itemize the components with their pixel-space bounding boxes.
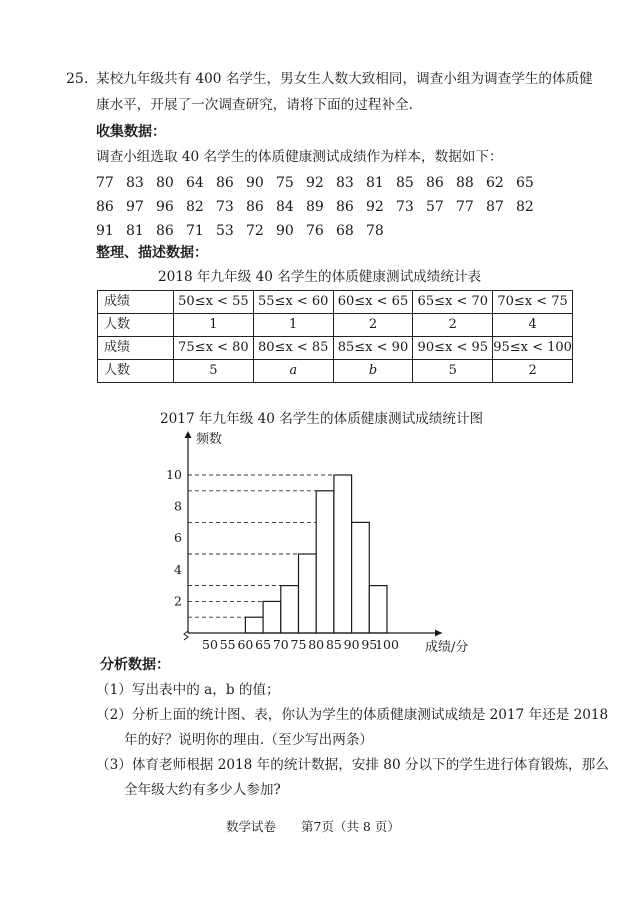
data-value: 86 — [216, 175, 234, 191]
data-value: 68 — [336, 223, 354, 239]
data-value: 86 — [426, 175, 444, 191]
data-value: 53 — [216, 223, 234, 239]
data-value: 72 — [246, 223, 264, 239]
data-value: 92 — [366, 199, 384, 215]
histogram-bar — [334, 475, 352, 633]
table-title: 2018 年九年级 40 名学生的体质健康测试成绩统计表 — [158, 269, 482, 285]
data-value: 73 — [216, 199, 234, 215]
data-value: 81 — [366, 175, 384, 191]
table-cell: 85≤x < 90 — [333, 337, 413, 360]
data-value: 90 — [276, 223, 294, 239]
x-tick-label: 50 — [202, 637, 218, 652]
x-tick-label: 65 — [255, 637, 272, 652]
table-cell: 4 — [493, 314, 573, 337]
score-stats-table — [97, 290, 573, 383]
data-value: 76 — [306, 223, 324, 239]
table-cell: 5 — [413, 360, 493, 383]
table-cell: 人数 — [98, 314, 174, 337]
data-row-1 — [96, 174, 546, 192]
table-cell: 1 — [253, 314, 333, 337]
histogram-bar — [281, 586, 299, 633]
data-value: 89 — [306, 199, 324, 215]
data-value: 97 — [126, 199, 144, 215]
data-value: 85 — [396, 175, 414, 191]
histogram-bar — [263, 601, 281, 633]
y-tick-label: 4 — [174, 561, 182, 577]
x-axis-label: 成绩/分 — [425, 640, 469, 655]
table-cell: 2 — [413, 314, 493, 337]
data-value: 64 — [186, 175, 204, 191]
x-tick-label: 70 — [272, 637, 289, 652]
problem-line-2: 康水平，开展了一次调查研究，请将下面的过程补全. — [96, 97, 413, 113]
data-value: 84 — [276, 199, 294, 215]
table-cell: 成绩 — [98, 337, 174, 360]
axis-break-icon — [184, 631, 188, 640]
y-axis-arrow-icon — [185, 431, 192, 438]
question-2-line-1: （2）分析上面的统计图、表，你认为学生的体质健康测试成绩是 2017 年还是 2018 — [96, 707, 609, 723]
data-value: 62 — [486, 175, 504, 191]
table-cell: 90≤x < 95 — [413, 337, 493, 360]
data-value: 86 — [246, 199, 264, 215]
table-cell: 2 — [333, 314, 413, 337]
collect-heading: 收集数据： — [96, 124, 166, 140]
x-tick-label: 100 — [375, 637, 399, 652]
x-tick-label: 95 — [361, 637, 378, 652]
data-value: 65 — [516, 175, 534, 191]
data-value: 81 — [126, 223, 144, 239]
data-value: 77 — [96, 175, 114, 191]
question-2-line-2: 年的好？说明你的理由.（至少写出两条） — [124, 732, 374, 748]
data-value: 73 — [396, 199, 414, 215]
table-cell: 2 — [493, 360, 573, 383]
histogram-bar — [245, 617, 263, 633]
y-tick-label: 10 — [166, 467, 182, 482]
histogram-bar — [352, 522, 370, 633]
x-tick-label: 75 — [290, 637, 307, 652]
y-tick-label: 2 — [174, 593, 182, 609]
data-value: 90 — [246, 175, 264, 191]
collect-intro: 调查小组选取 40 名学生的体质健康测试成绩作为样本，数据如下： — [96, 149, 503, 165]
organize-heading: 整理、描述数据： — [96, 245, 208, 261]
problem-number: 25. — [66, 71, 89, 87]
question-1: （1）写出表中的 a，b 的值； — [96, 682, 280, 698]
table-cell: 60≤x < 65 — [333, 291, 413, 314]
x-tick-label: 80 — [308, 637, 325, 652]
histogram-bar — [316, 491, 334, 633]
data-value: 83 — [336, 175, 354, 191]
table-cell: 1 — [174, 314, 254, 337]
analysis-heading: 分析数据： — [100, 657, 170, 673]
x-tick-label: 85 — [325, 637, 342, 652]
table-cell: 人数 — [98, 360, 174, 383]
data-value: 71 — [186, 223, 204, 239]
data-value: 86 — [96, 199, 114, 215]
x-tick-label: 90 — [343, 637, 360, 652]
data-value: 78 — [366, 223, 384, 239]
data-row-2 — [96, 198, 546, 216]
data-value: 82 — [186, 199, 204, 215]
problem-line-1: 某校九年级共有 400 名学生，男女生人数大致相同，调查小组为调查学生的体质健 — [96, 71, 593, 87]
table-cell: 5 — [174, 360, 254, 383]
table-cell: 50≤x < 55 — [174, 291, 254, 314]
table-row — [98, 360, 573, 383]
data-value: 87 — [486, 199, 504, 215]
x-tick-label: 55 — [219, 637, 236, 652]
question-3-line-1: （3）体育老师根据 2018 年的统计数据，安排 80 分以下的学生进行体育锻炼，那么 — [96, 757, 609, 773]
page-footer: 数学试卷 第7页（共 8 页） — [226, 819, 400, 834]
table-cell: 成绩 — [98, 291, 174, 314]
data-value: 83 — [126, 175, 144, 191]
table-cell: 95≤x < 100 — [493, 337, 573, 360]
histogram-bar — [299, 554, 317, 633]
data-value: 86 — [156, 223, 174, 239]
table-row — [98, 314, 573, 337]
table-cell: b — [333, 360, 413, 383]
table-cell: 70≤x < 75 — [493, 291, 573, 314]
data-value: 96 — [156, 199, 174, 215]
y-tick-label: 6 — [174, 530, 182, 546]
histogram-bar — [369, 586, 387, 633]
table-cell: a — [253, 360, 333, 383]
x-axis-arrow-icon — [435, 630, 442, 637]
data-value: 82 — [516, 199, 534, 215]
data-value: 80 — [156, 175, 174, 191]
data-row-3 — [96, 222, 396, 240]
y-tick-label: 8 — [174, 498, 182, 514]
question-3-line-2: 全年级大约有多少人参加? — [124, 782, 281, 798]
table-cell: 75≤x < 80 — [174, 337, 254, 360]
x-tick-label: 60 — [237, 637, 254, 652]
data-value: 77 — [456, 199, 474, 215]
data-value: 86 — [336, 199, 354, 215]
table-cell: 55≤x < 60 — [253, 291, 333, 314]
table-row — [98, 337, 573, 360]
data-value: 88 — [456, 175, 474, 191]
histogram-chart — [150, 425, 480, 665]
data-value: 91 — [96, 223, 114, 239]
table-cell: 80≤x < 85 — [253, 337, 333, 360]
chart-title: 2017 年九年级 40 名学生的体质健康测试成绩统计图 — [160, 411, 484, 427]
table-row — [98, 291, 573, 314]
data-value: 57 — [426, 199, 444, 215]
y-axis-label: 频数 — [196, 432, 223, 447]
data-value: 92 — [306, 175, 324, 191]
table-cell: 65≤x < 70 — [413, 291, 493, 314]
data-value: 75 — [276, 175, 294, 191]
